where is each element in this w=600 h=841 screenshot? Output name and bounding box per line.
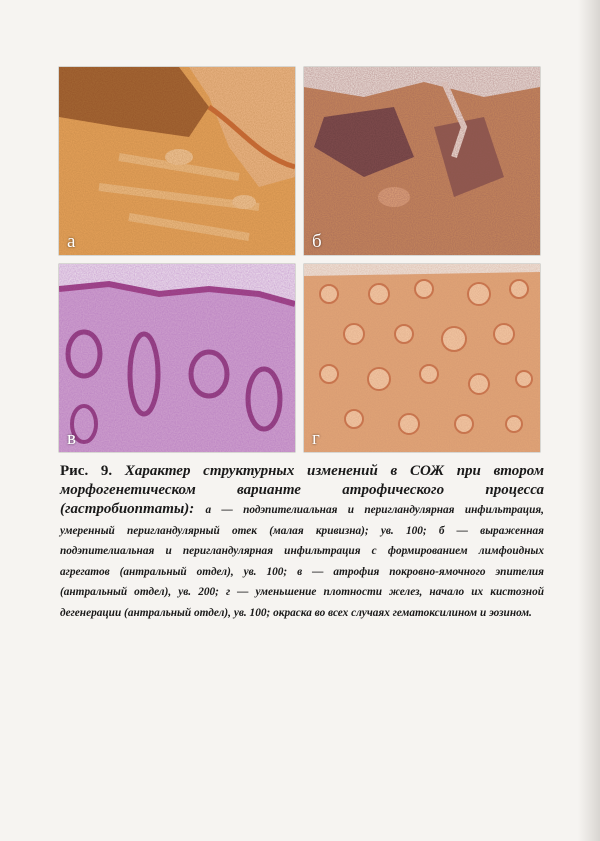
- micrograph-panel-g: [304, 264, 540, 452]
- panel-label-a: а: [67, 231, 76, 252]
- panel-label-v: в: [67, 428, 76, 449]
- panel-label-g: г: [312, 428, 320, 449]
- caption-heading-text: Характер структурных изменений в СОЖ при втором морфогенетическом варианте атрофического процесса (гастробиоптаты):: [60, 463, 544, 517]
- micrograph-image-a: [59, 67, 295, 255]
- micrograph-panel-b: [304, 67, 540, 255]
- micrograph-image-b: [304, 67, 540, 255]
- micrograph-panel-v: [59, 264, 295, 452]
- figure-number: Рис. 9.: [60, 463, 113, 479]
- micrograph-panel-a: [59, 67, 295, 255]
- micrograph-image-v: [59, 264, 295, 452]
- page-edge-shadow: [578, 0, 600, 841]
- caption-heading: [60, 462, 544, 623]
- figure-caption: [60, 462, 544, 623]
- panel-label-b: б: [312, 231, 322, 252]
- micrograph-image-g: [304, 264, 540, 452]
- caption-body-text: а — подэпителиальная и перигландулярная инфильтрация, умеренный перигландулярный отек (малая кривизна); ув. 100; б — выраженная подэпителиальная и перигландулярная инфильтрация с формированием лимфоидных агрегатов (антральный отдел), ув. 100; в — атрофия покровно-ямочного эпителия (антральный отдел), ув. 200; г — уменьшение плотности желез, начало их кистозной дегенерации (антральный отдел), ув. 100; окраска во всех случаях гематоксилином и эозином.: [60, 504, 544, 619]
